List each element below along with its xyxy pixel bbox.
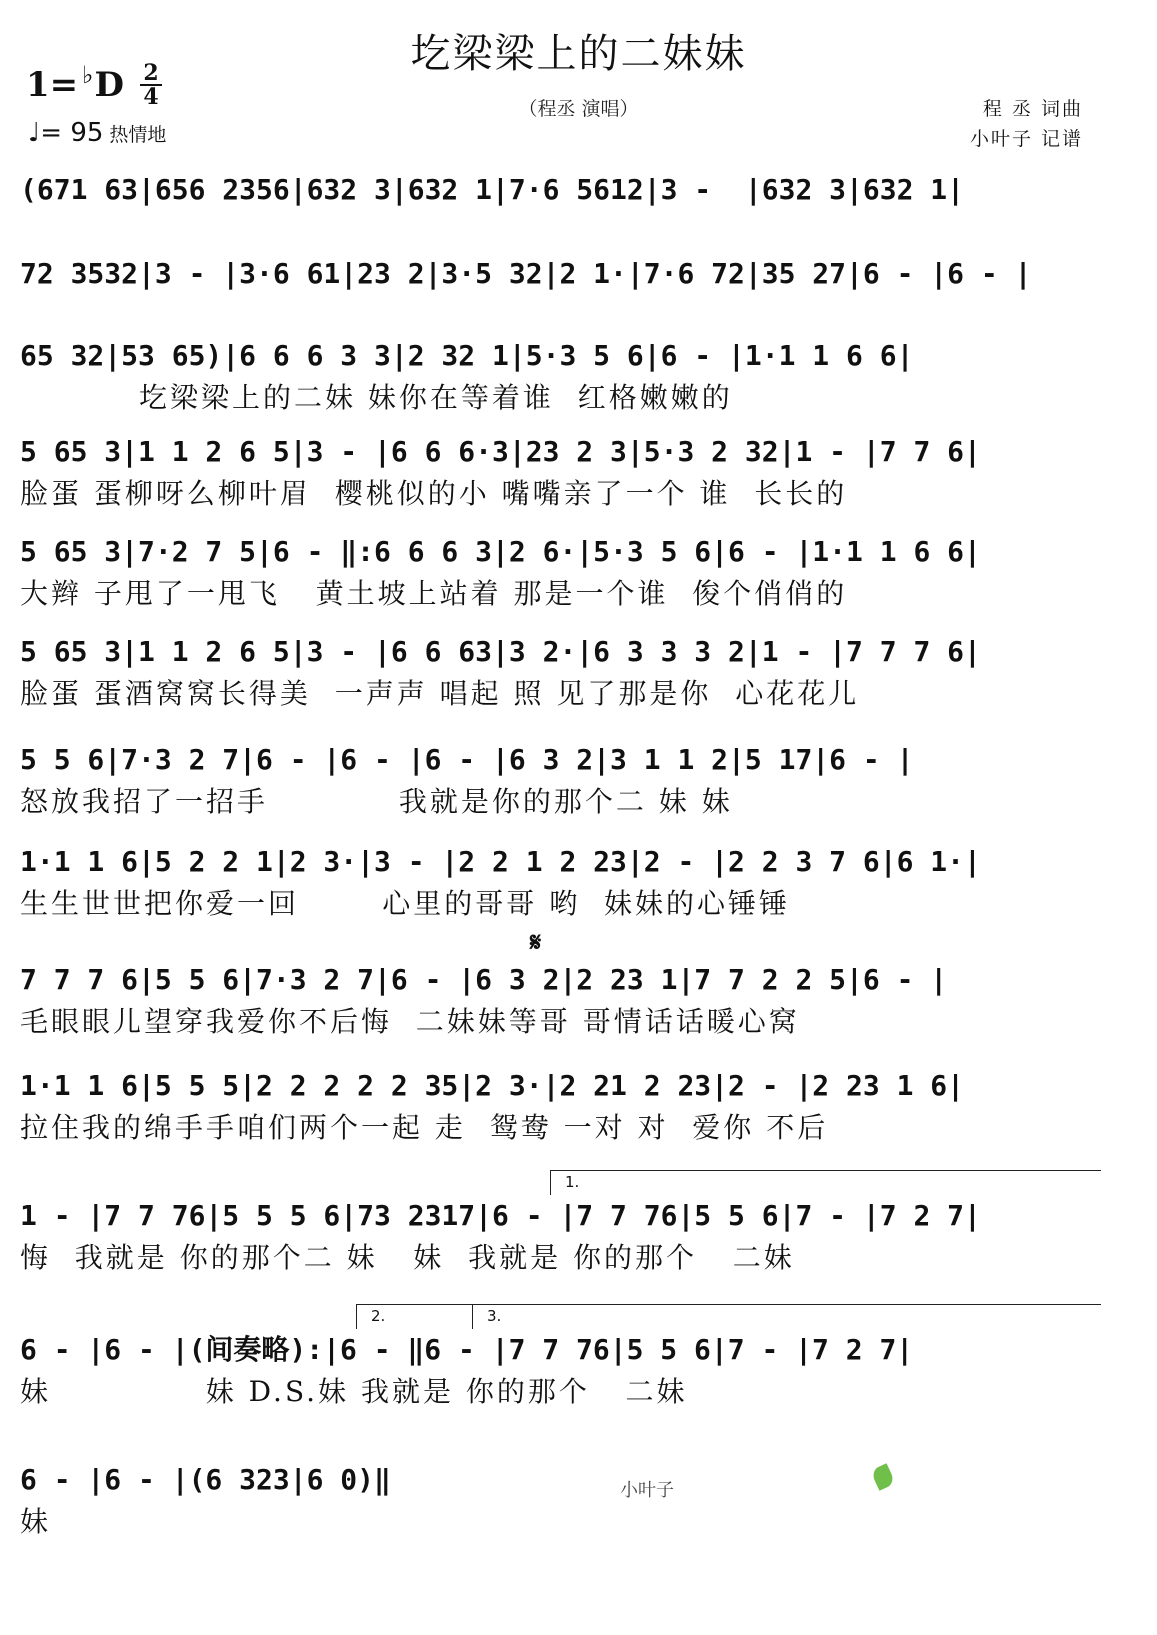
lyric-row: 脸蛋 蛋酒窝窝长得美 一声声 唱起 照 见了那是你 心花花儿 (20, 677, 860, 710)
lyric-row: 怒放我招了一招手 我就是你的那个二 妹 妹 (20, 785, 733, 818)
notation-row: 72 3532|3 - |3·6 61|23 2|3·5 32|2 1·|7·6 72|35 27|6 - |6 - | (20, 257, 1032, 290)
lyric-row: 大辫 子甩了一甩飞 黄土坡上站着 那是一个谁 俊个俏俏的 (20, 577, 848, 610)
time-signature (140, 62, 162, 108)
notation-row: 5 65 3|1 1 2 6 5|3 - |6 6 6·3|23 2 3|5·3 2 32|1 - |7 7 6| (20, 435, 981, 468)
watermark: 小叶子 (620, 1480, 674, 1501)
notation-row: 1 - |7 7 76|5 5 5 6|73 2317|6 - |7 7 76|5 5 6|7 - |7 2 7| (20, 1199, 981, 1232)
key-letter: D (94, 65, 124, 105)
volta-1: 1. (550, 1170, 1101, 1195)
volta-2: 2. (356, 1304, 479, 1329)
lyric-row: 圪梁梁上的二妹 妹你在等着谁 红格嫩嫩的 (20, 381, 733, 414)
tempo-value: = 95 (40, 118, 104, 148)
meter-top: 2 (143, 60, 159, 86)
lyricist-composer: 程 丞 词曲 (982, 98, 1083, 120)
key-prefix: 1= (26, 65, 79, 105)
flat-sign: ♭ (82, 61, 94, 89)
segno-sign: 𝄋 (530, 928, 542, 958)
lyric-row: 脸蛋 蛋柳呀么柳叶眉 樱桃似的小 嘴嘴亲了一个 谁 长长的 (20, 477, 848, 510)
lyric-row: 生生世世把你爱一回 心里的哥哥 哟 妹妹的心锤锤 (20, 887, 791, 920)
song-title: 圪梁梁上的二妹妹 (410, 31, 747, 77)
quarter-note-icon: ♩ (28, 118, 41, 148)
volta-3: 3. (472, 1304, 1101, 1329)
lyric-row: 妹 妹 D.S.妹 我就是 你的那个 二妹 (20, 1375, 688, 1408)
lyric-row: 毛眼眼儿望穿我爱你不后悔 二妹妹等哥 哥情话话暖心窝 (20, 1005, 800, 1038)
notation-row: 5 65 3|7·2 7 5|6 - ‖:6 6 6 3|2 6·|5·3 5 6|6 - |1·1 1 6 6| (20, 535, 981, 568)
tempo-marking (28, 118, 166, 148)
meter-bottom: 4 (143, 84, 159, 110)
lyric-row: 妹 (20, 1505, 52, 1538)
notation-row: (671 63|656 2356|632 3|632 1|7·6 5612|3 - |632 3|632 1| (20, 173, 965, 206)
lyric-row: 悔 我就是 你的那个二 妹 妹 我就是 你的那个 二妹 (20, 1241, 795, 1274)
notation-row: 5 5 6|7·3 2 7|6 - |6 - |6 - |6 3 2|3 1 1 2|5 17|6 - | (20, 743, 914, 776)
notation-row: 6 - |6 - |(间奏略):|6 - ‖6 - |7 7 76|5 5 6|7 - |7 2 7| (20, 1333, 914, 1366)
notation-row: 65 32|53 65)|6 6 6 3 3|2 32 1|5·3 5 6|6 - |1·1 1 6 6| (20, 339, 914, 372)
transcriber: 小叶子 记谱 (969, 128, 1083, 150)
singer-credit: （程丞 演唱） (518, 98, 639, 120)
notation-row: 5 65 3|1 1 2 6 5|3 - |6 6 63|3 2·|6 3 3 3 2|1 - |7 7 7 6| (20, 635, 981, 668)
mood-marking: 热情地 (109, 123, 167, 146)
notation-row: 1·1 1 6|5 2 2 1|2 3·|3 - |2 2 1 2 23|2 - |2 2 3 7 6|6 1·| (20, 845, 981, 878)
lyric-row (20, 298, 1090, 334)
notation-row: 7 7 7 6|5 5 6|7·3 2 7|6 - |6 3 2|2 23 1|7 7 2 2 5|6 - | (20, 963, 948, 996)
notation-row: 6 - |6 - |(6 323|6 0)‖ (20, 1463, 391, 1496)
lyric-row (20, 214, 1090, 250)
lyric-row: 拉住我的绵手手咱们两个一起 走 鸳鸯 一对 对 爱你 不后 (20, 1111, 829, 1144)
notation-row: 1·1 1 6|5 5 5|2 2 2 2 2 35|2 3·|2 21 2 23|2 - |2 23 1 6| (20, 1069, 965, 1102)
key-signature (26, 62, 162, 108)
